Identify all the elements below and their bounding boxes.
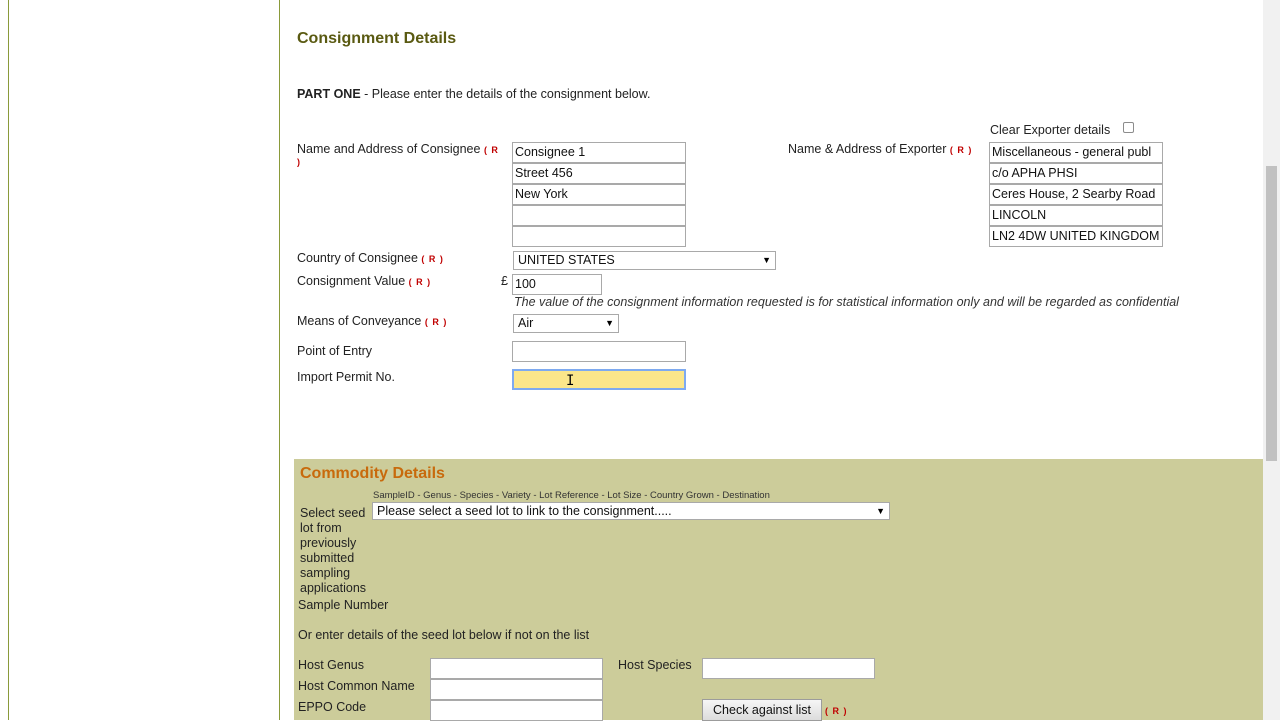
exporter-line-4[interactable]: LINCOLN <box>989 205 1163 226</box>
select-seed-label-line: lot from <box>300 521 342 535</box>
conveyance-label <box>297 314 447 328</box>
clear-exporter-label: Clear Exporter details <box>990 123 1111 137</box>
entry-label: Point of Entry <box>297 344 373 358</box>
seed-lot-select[interactable] <box>372 502 890 520</box>
dropdown-arrow-icon: ▼ <box>762 255 771 265</box>
content-border <box>279 0 280 720</box>
exporter-line-3[interactable]: Ceres House, 2 Searby Road <box>989 184 1163 205</box>
text-cursor-icon: I <box>566 373 575 389</box>
dropdown-arrow-icon: ▼ <box>876 506 885 516</box>
consignment-title: Consignment Details <box>297 30 457 47</box>
point-of-entry-input[interactable] <box>512 341 686 362</box>
value-note: The value of the consignment information requested is for statistical information only and will be regarded as confidential <box>514 295 1179 309</box>
consignee-line-5[interactable] <box>512 226 686 247</box>
dropdown-arrow-icon: ▼ <box>605 318 614 328</box>
consignee-line-4[interactable] <box>512 205 686 226</box>
commodity-title: Commodity Details <box>300 465 445 482</box>
host-species-input[interactable] <box>702 658 875 679</box>
country-select[interactable] <box>513 251 776 270</box>
permit-label: Import Permit No. <box>297 370 395 384</box>
eppo-code-label: EPPO Code <box>298 700 367 714</box>
country-required-marker: ( R ) <box>421 254 444 264</box>
clear-exporter-checkbox[interactable] <box>1123 122 1134 133</box>
sample-number-label: Sample Number <box>298 598 389 612</box>
consignee-line-3[interactable]: New York <box>512 184 686 205</box>
select-seed-label-line: previously <box>300 536 357 550</box>
conveyance-label-text: Means of Conveyance <box>297 314 422 328</box>
consignee-label <box>297 142 499 156</box>
part-one-label: PART ONE <box>297 87 361 101</box>
country-label <box>297 251 444 265</box>
value-label <box>297 274 431 288</box>
exporter-line-5[interactable]: LN2 4DW UNITED KINGDOM <box>989 226 1163 247</box>
conveyance-select[interactable] <box>513 314 619 333</box>
value-label-text: Consignment Value <box>297 274 406 288</box>
consignee-line-1[interactable]: Consignee 1 <box>512 142 686 163</box>
conveyance-required-marker: ( R ) <box>424 317 448 327</box>
consignee-required-marker-close: ) <box>297 157 301 167</box>
left-border <box>8 0 9 720</box>
country-select-value: UNITED STATES <box>518 253 615 267</box>
or-enter-text: Or enter details of the seed lot below if not on the list <box>298 628 590 642</box>
seed-lot-columns-hint: SampleID - Genus - Species - Variety - Lot Reference - Lot Size - Country Grown - Destination <box>373 490 770 501</box>
select-seed-label <box>300 506 366 596</box>
host-genus-input[interactable] <box>430 658 603 679</box>
conveyance-select-value: Air <box>518 316 534 330</box>
host-species-label: Host Species <box>618 658 692 672</box>
exporter-line-1[interactable]: Miscellaneous - general publ <box>989 142 1163 163</box>
select-seed-label-line: submitted <box>300 551 355 565</box>
consignee-line-2[interactable]: Street 456 <box>512 163 686 184</box>
part-one-instruction: - Please enter the details of the consignment below. <box>360 87 651 101</box>
check-required-marker: ( R ) <box>825 706 848 716</box>
currency-symbol: £ <box>501 274 508 288</box>
import-permit-input[interactable] <box>512 369 686 390</box>
host-common-name-label: Host Common Name <box>298 679 415 693</box>
eppo-code-input[interactable] <box>430 700 603 721</box>
consignee-label-text: Name and Address of Consignee <box>297 142 481 156</box>
exporter-line-2[interactable]: c/o APHA PHSI <box>989 163 1163 184</box>
seed-lot-select-value: Please select a seed lot to link to the consignment..... <box>377 504 672 518</box>
check-against-list-button[interactable]: Check against list <box>702 699 822 721</box>
exporter-required-marker: ( R ) <box>949 145 973 155</box>
host-genus-label: Host Genus <box>298 658 365 672</box>
select-seed-label-line: sampling <box>300 566 351 580</box>
commodity-panel <box>294 459 1263 720</box>
consignment-value-input[interactable]: 100 <box>512 274 602 295</box>
exporter-label <box>788 142 972 156</box>
country-label-text: Country of Consignee <box>297 251 418 265</box>
scrollbar-thumb[interactable] <box>1266 166 1277 461</box>
host-common-name-input[interactable] <box>430 679 603 700</box>
select-seed-label-line: applications <box>300 581 367 595</box>
select-seed-label-line: Select seed <box>300 506 366 520</box>
part-one-text <box>297 87 650 101</box>
value-required-marker: ( R ) <box>408 277 432 287</box>
exporter-label-text: Name & Address of Exporter <box>788 142 947 156</box>
consignee-required-marker: ( R <box>483 145 499 155</box>
